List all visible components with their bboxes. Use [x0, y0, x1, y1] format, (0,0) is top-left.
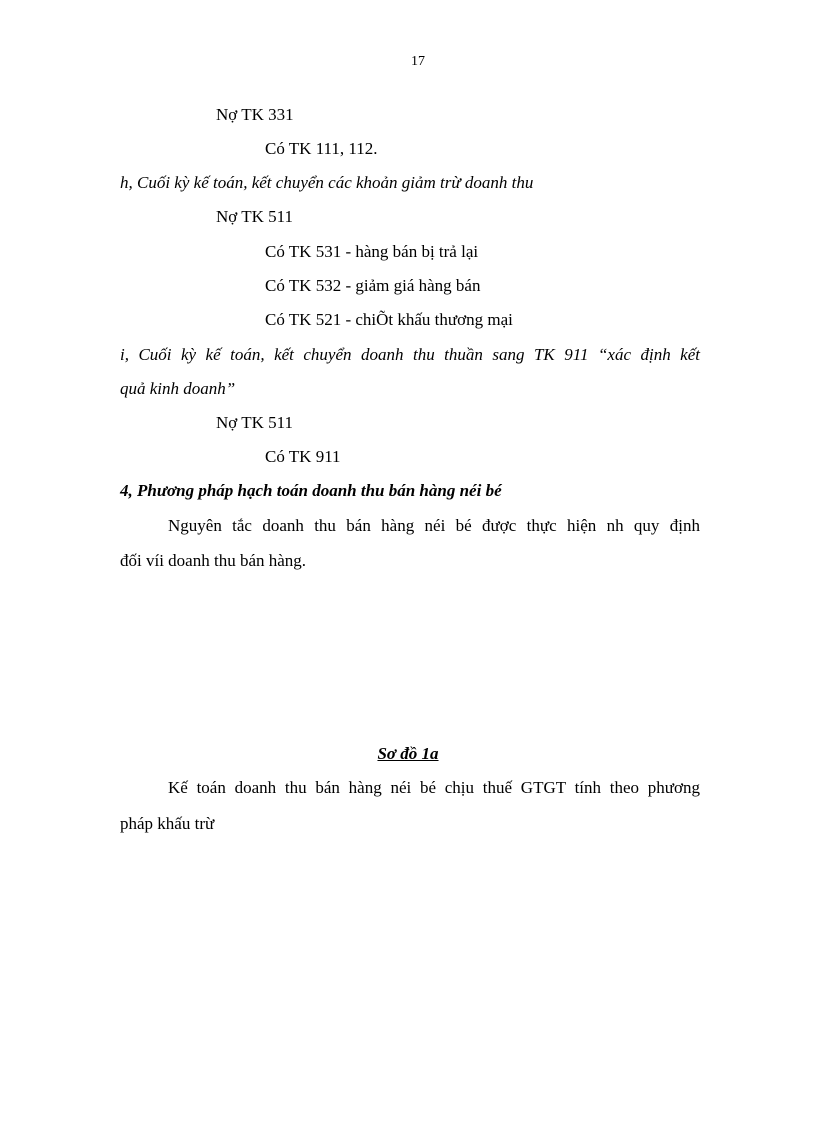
paragraph-1-line2: đối víi doanh thu bán hàng. [120, 551, 307, 570]
paragraph-1-line1: Nguyên tắc doanh thu bán hàng néi bé được thực hiện nh quy định [168, 516, 700, 535]
page-number: 17 [411, 54, 425, 69]
item-h-text: h, Cuối kỳ kế toán, kết chuyển các khoản giảm trừ doanh thu [120, 173, 534, 192]
item-i-text-line1: i, Cuối kỳ kế toán, kết chuyển doanh thu thuần sang TK 911 “xác định kết [120, 345, 700, 364]
paragraph-2-line1: Kế toán doanh thu bán hàng néi bé chịu thuế GTGT tính theo phương [168, 778, 700, 797]
credit-line-521: Có TK 521 - chiÕt khấu thương mại [265, 310, 513, 329]
credit-line-531: Có TK 531 - hàng bán bị trả lại [265, 242, 479, 261]
debit-line-331: Nợ TK 331 [216, 105, 294, 124]
credit-line-111-112: Có TK 111, 112. [265, 139, 378, 158]
credit-line-532: Có TK 532 - giảm giá hàng bán [265, 276, 481, 295]
debit-line-511-b: Nợ TK 511 [216, 413, 293, 432]
diagram-title: Sơ đồ 1a [377, 744, 439, 763]
debit-line-511: Nợ TK 511 [216, 207, 293, 226]
credit-line-911: Có TK 911 [265, 447, 341, 466]
item-i-text-line2: quả kinh doanh” [120, 379, 236, 398]
section-heading-4: 4, Phương pháp hạch toán doanh thu bán hàng néi bé [120, 481, 502, 500]
paragraph-2-line2: pháp khấu trừ [120, 814, 215, 833]
